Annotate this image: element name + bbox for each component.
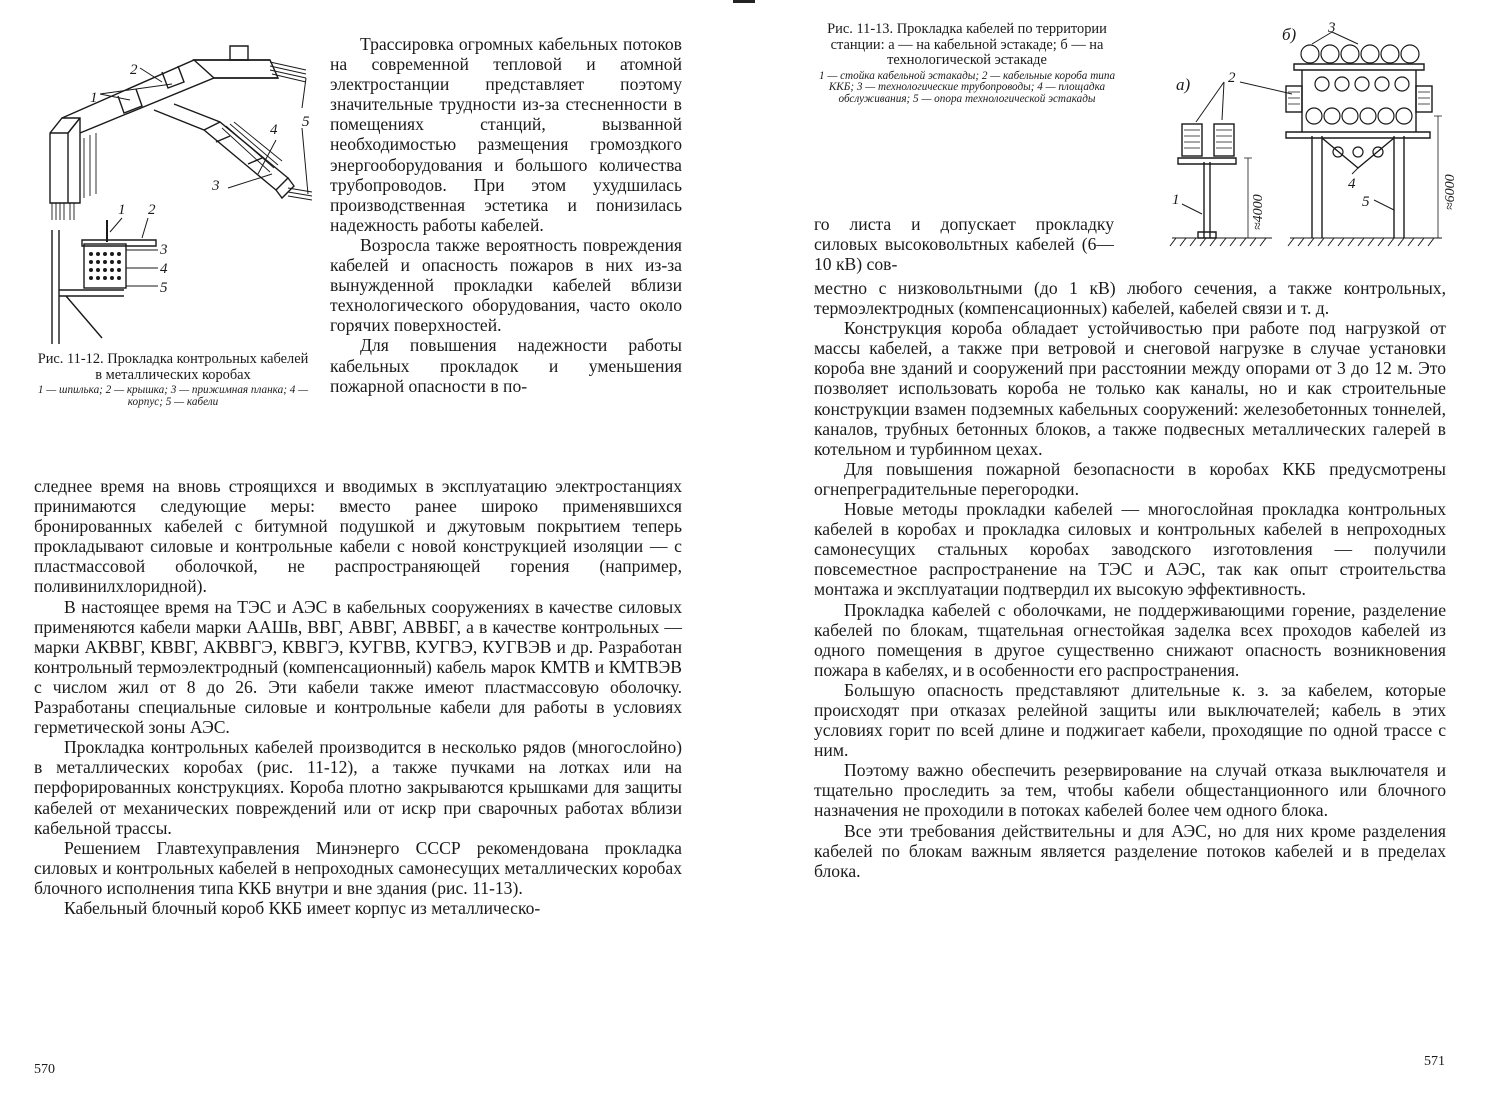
fig-11-12-section-callout-1: 1	[118, 202, 126, 218]
paragraph: Возросла также вероятность повреждения кабелей и опасность пожаров в них из-за вынужденной прокладки кабелей вблизи технологического оборудования, часто около горячих поверхностей.	[330, 234, 682, 336]
paragraph: Решением Главтехуправления Минэнерго СССР рекомендована прокладка силовых и контрольных кабелей в непроходных самонесущих металлических коробах блочного исполнения типа ККБ внутри и вне здания (рис. 11-13).	[34, 837, 682, 898]
fig-11-13-callout-4: 4	[1348, 176, 1356, 192]
paragraph: Прокладка кабелей с оболочками, не поддерживающими горение, разделение кабелей по блокам, тщательная огнестойкая заделка всех проходов кабелей из одного помещения в другое существенно снижают опасность возникновения пожара в кабелях, и в особенности его распространения.	[814, 599, 1446, 680]
page-number-left: 570	[34, 1062, 55, 1077]
figure-11-13-caption-title: Рис. 11-13. Прокладка кабелей по территории станции: а — на кабельной эстакаде; б — на технологической эстакаде	[827, 21, 1107, 68]
fig-11-12-callout-2: 2	[130, 62, 138, 78]
paragraph: Большую опасность представляют длительные к. з. за кабелем, которые происходят при отказах релейной защиты или выключателей; кабель в этих условиях горит по всей длине и поджигает кабели, проходящие по одной трассе с ним.	[814, 679, 1446, 761]
right-page	[752, 0, 1504, 1095]
page-number-right: 571	[1424, 1054, 1445, 1069]
figure-11-13-caption	[814, 22, 1120, 105]
paragraph: следнее время на вновь строящихся и вводимых в эксплуатацию электростанциях принимаются следующие меры: вместо ранее широко применявшихся бронированных кабелей с битумной подушкой и джутовым покрытием теперь прокладывают силовые и контрольные кабели с новой конструкцией изоляции — с пластмассовой оболочкой, не распространяющей горения (например, поливинилхлоридной).	[34, 476, 682, 597]
fig-11-12-section-callout-2: 2	[148, 202, 156, 218]
figure-11-12-caption-title: Рис. 11-12. Прокладка контрольных кабелей в металлических коробах	[37, 351, 309, 383]
fig-11-13-callout-1: 1	[1172, 192, 1180, 208]
paragraph: Прокладка контрольных кабелей производится в несколько рядов (многослойно) в металлических коробах (рис. 11-12), а также пучками на лотках или на перфорированных конструкциях. Короба плотно закрываются крышками для защиты кабелей от механических повреждений или от искр при сварочных работах вблизи кабельной трассы.	[34, 737, 682, 838]
fig-11-13-label-a: а)	[1176, 75, 1191, 94]
paragraph: Поэтому важно обеспечить резервирование на случай отказа выключателя и тщательно проследить за тем, чтобы кабели общестанционного или блочного назначения не проходили в потоках кабелей более чем одного блока.	[814, 760, 1446, 821]
fig-11-13-label-b: б)	[1282, 25, 1297, 44]
fig-11-12-section-callout-4: 4	[160, 261, 168, 277]
fig-11-12-callout-1: 1	[90, 90, 98, 106]
left-text-beside-figure	[330, 34, 682, 396]
right-text-beside-figure	[814, 214, 1114, 274]
figure-11-12-caption-legend: 1 — шпилька; 2 — крышка; 3 — прижимная планка; 4 — корпус; 5 — кабели	[37, 384, 309, 408]
right-text-full-width	[814, 278, 1446, 881]
paragraph: Конструкция короба обладает устойчивостью при работе под нагрузкой от массы кабелей, а также при ветровой и снеговой нагрузке в случае установки короба вне зданий и сооружений при расстоянии между опорами от 3 до 12 м. Это позволяет использовать короба не только как каналы, но и как строительные конструкции взамен подземных кабельных сооружений: железобетонных тоннелей, каналов, трубных бетонных блоков, а также подвесных металлических галерей в котельном и турбинном цехах.	[814, 318, 1446, 459]
paragraph: Новые методы прокладки кабелей — многослойная прокладка контрольных кабелей в коробах и прокладка силовых и контрольных кабелей в непроходных самонесущих стальных коробах заводского изготовления — получили повсеместное распространение на ТЭС и АЭС, так как опыт строительства монтажа и эксплуатации подтвердил их высокую эффективность.	[814, 499, 1446, 600]
fig-11-13-callout-5: 5	[1362, 194, 1370, 210]
paragraph: Для повышения надежности работы кабельных прокладок и уменьшения пожарной опасности в по-	[330, 335, 682, 396]
figure-11-13-trestles-drawing	[1162, 20, 1462, 252]
paragraph: Для повышения пожарной безопасности в коробах ККБ предусмотрены огнепреградительные перегородки.	[814, 458, 1446, 499]
paragraph: го листа и допускает прокладку силовых высоковольтных кабелей (6—10 кВ) сов-	[814, 214, 1114, 275]
paragraph: Все эти требования действительны и для АЭС, но для них кроме разделения кабелей по блокам важным является разделение потоков кабелей и в пределах блока.	[814, 820, 1446, 881]
fig-11-12-callout-4: 4	[270, 122, 278, 138]
fig-11-13-callout-3: 3	[1328, 20, 1336, 36]
paragraph: В настоящее время на ТЭС и АЭС в кабельных сооружениях в качестве силовых применяются кабели марки ААШв, ВВГ, АВВГ, АВВБГ, а в качестве контрольных — марки АКВВГ, КВВГ, АКВВГЭ, КВВГЭ, КУГВВ, КУГВЭ, КУГВЭВ и др. Разработан контрольный термоэлектродный (компенсационный) кабель марок КМТВ и КМТВЭВ с числом жил от 8 до 26. Эти кабели также имеют пластмассовую оболочку. Разработаны специальные силовые и контрольные кабели для работы в условиях герметической зоны АЭС.	[34, 596, 682, 738]
figure-11-12-caption	[34, 352, 312, 408]
fig-11-12-section-callout-3: 3	[160, 242, 168, 258]
fig-11-13-dim-b: ≈6000	[1443, 174, 1458, 210]
figure-11-13-caption-legend: 1 — стойка кабельной эстакады; 2 — кабельные короба типа ККБ; 3 — технологические трубопроводы; 4 — площадка обслуживания; 5 — опора технологической эстакады	[818, 69, 1116, 105]
figure-11-12-cross-section	[44, 198, 194, 346]
fig-11-12-callout-3: 3	[212, 178, 220, 194]
fig-11-12-callout-5: 5	[302, 114, 310, 130]
left-text-full-width	[34, 476, 682, 918]
paragraph: Трассировка огромных кабельных потоков на современной тепловой и атомной электростанции представляет поэтому значительные трудности из-за стесненности в помещениях станций, вызванной необходимостью размещения громоздкого энергооборудования и большого количества трубопроводов. При этом ухудшилась производственная эстетика и понизилась надежность работы кабелей.	[330, 34, 682, 235]
paragraph: местно с низковольтными (до 1 кВ) любого сечения, а также контрольных, термоэлектродных (компенсационных) кабелей, кабелей связи и т. д.	[814, 278, 1446, 319]
paragraph: Кабельный блочный короб ККБ имеет корпус из металлическо-	[64, 897, 541, 918]
fig-11-12-section-callout-5: 5	[160, 280, 168, 296]
fig-11-13-callout-2: 2	[1228, 70, 1236, 86]
fig-11-13-dim-a: ≈4000	[1251, 194, 1266, 230]
